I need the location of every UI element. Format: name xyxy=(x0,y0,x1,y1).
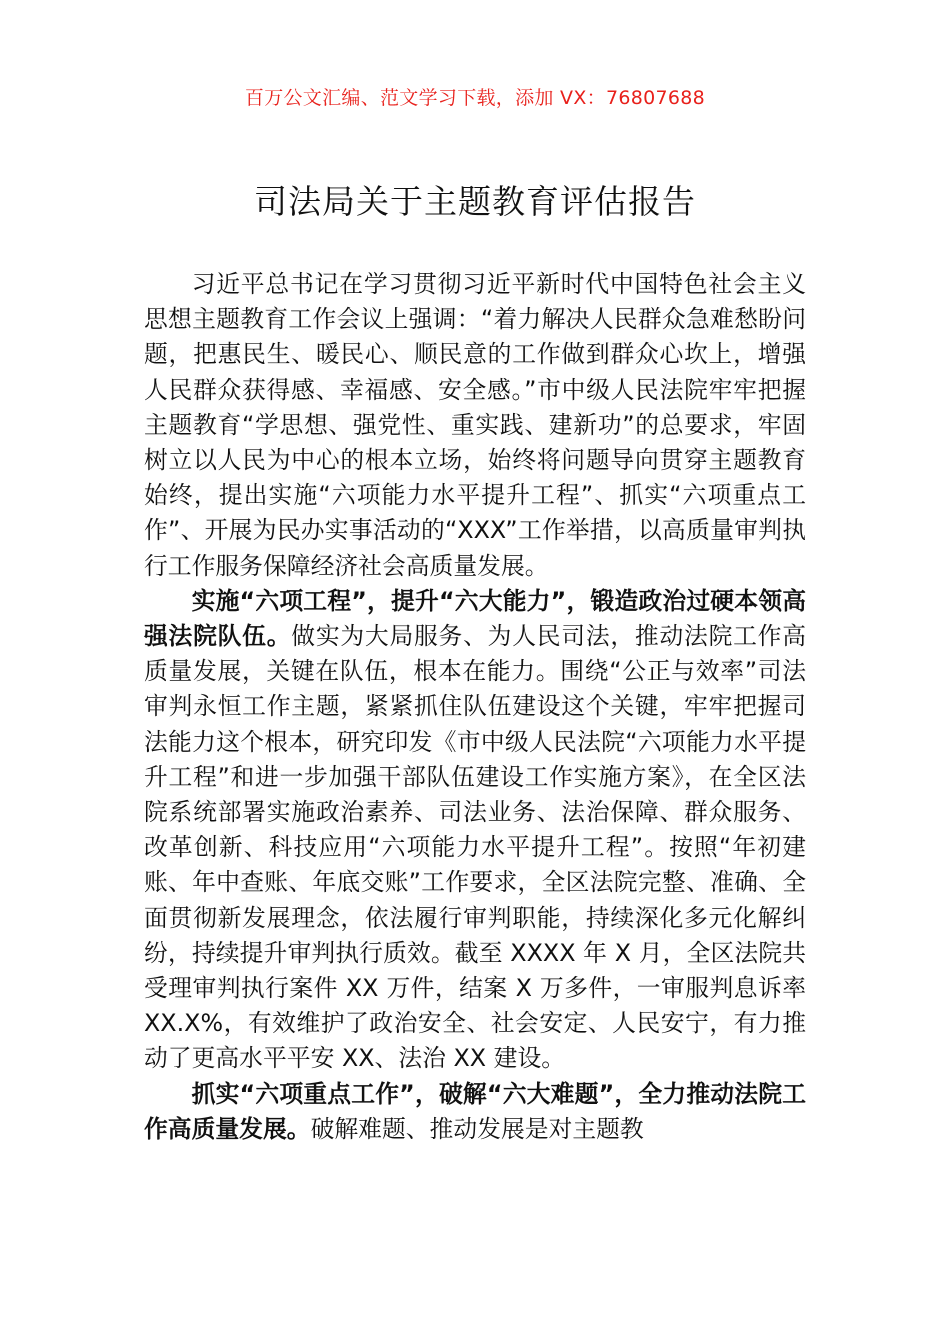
paragraph-text: 做实为大局服务、为人民司法，推动法院工作高质量发展，关键在队伍，根本在能力。围绕“公正与效率”司法审判永恒工作主题，紧紧抓住队伍建设这个关键，牢牢把握司法能力这个根本，研究印发《市中级人民法院“六项能力水平提升工程”和进一步加强干部队伍建设工作实施方案》，在全区法院系统部署实施政治素养、司法业务、法治保障、群众服务、改革创新、科技应用“六项能力水平提升工程”。按照“年初建账、年中查账、年底交账”工作要求，全区法院完整、准确、全面贯彻新发展理念，依法履行审判职能，持续深化多元化解纠纷，持续提升审判执行质效。截至 XXXX 年 X 月，全区法院共受理审判执行案件 XX 万件，结案 X 万多件，一审服判息诉率 XX.X%，有效维护了政治安全、社会安定、人民安宁，有力推动了更高水平平安 XX、法治 XX 建设。 xyxy=(144,622,807,1073)
paragraph-text: 破解难题、推动发展是对主题教 xyxy=(310,1114,644,1143)
header-note: 百万公文汇编、范文学习下载，添加 VX：76807688 xyxy=(244,87,706,109)
paragraph-lead: 实施“六项工程”，提升“六大能力”，锻造政治过硬本领高强法院队伍。 xyxy=(144,586,806,651)
paragraph xyxy=(144,1077,806,1147)
document-title: 司法局关于主题教育评估报告 xyxy=(254,182,696,221)
document-body xyxy=(144,267,806,1147)
paragraph-text: 习近平总书记在学习贯彻习近平新时代中国特色社会主义思想主题教育工作会议上强调：“着力解决人民群众急难愁盼问题，把惠民生、暖民心、顺民意的工作做到群众心坎上，增强人民群众获得感、幸福感、安全感。”市中级人民法院牢牢把握主题教育“学思想、强党性、重实践、建新功”的总要求，牢固树立以人民为中心的根本立场，始终将问题导向贯穿主题教育始终，提出实施“六项能力水平提升工程”、抓实“六项重点工作”、开展为民办实事活动的“XXX”工作举措，以高质量审判执行工作服务保障经济社会高质量发展。 xyxy=(144,270,806,580)
paragraph-lead: 抓实“六项重点工作”，破解“六大难题”，全力推动法院工作高质量发展。 xyxy=(144,1079,806,1143)
paragraph xyxy=(144,267,806,584)
paragraph xyxy=(144,584,806,1077)
